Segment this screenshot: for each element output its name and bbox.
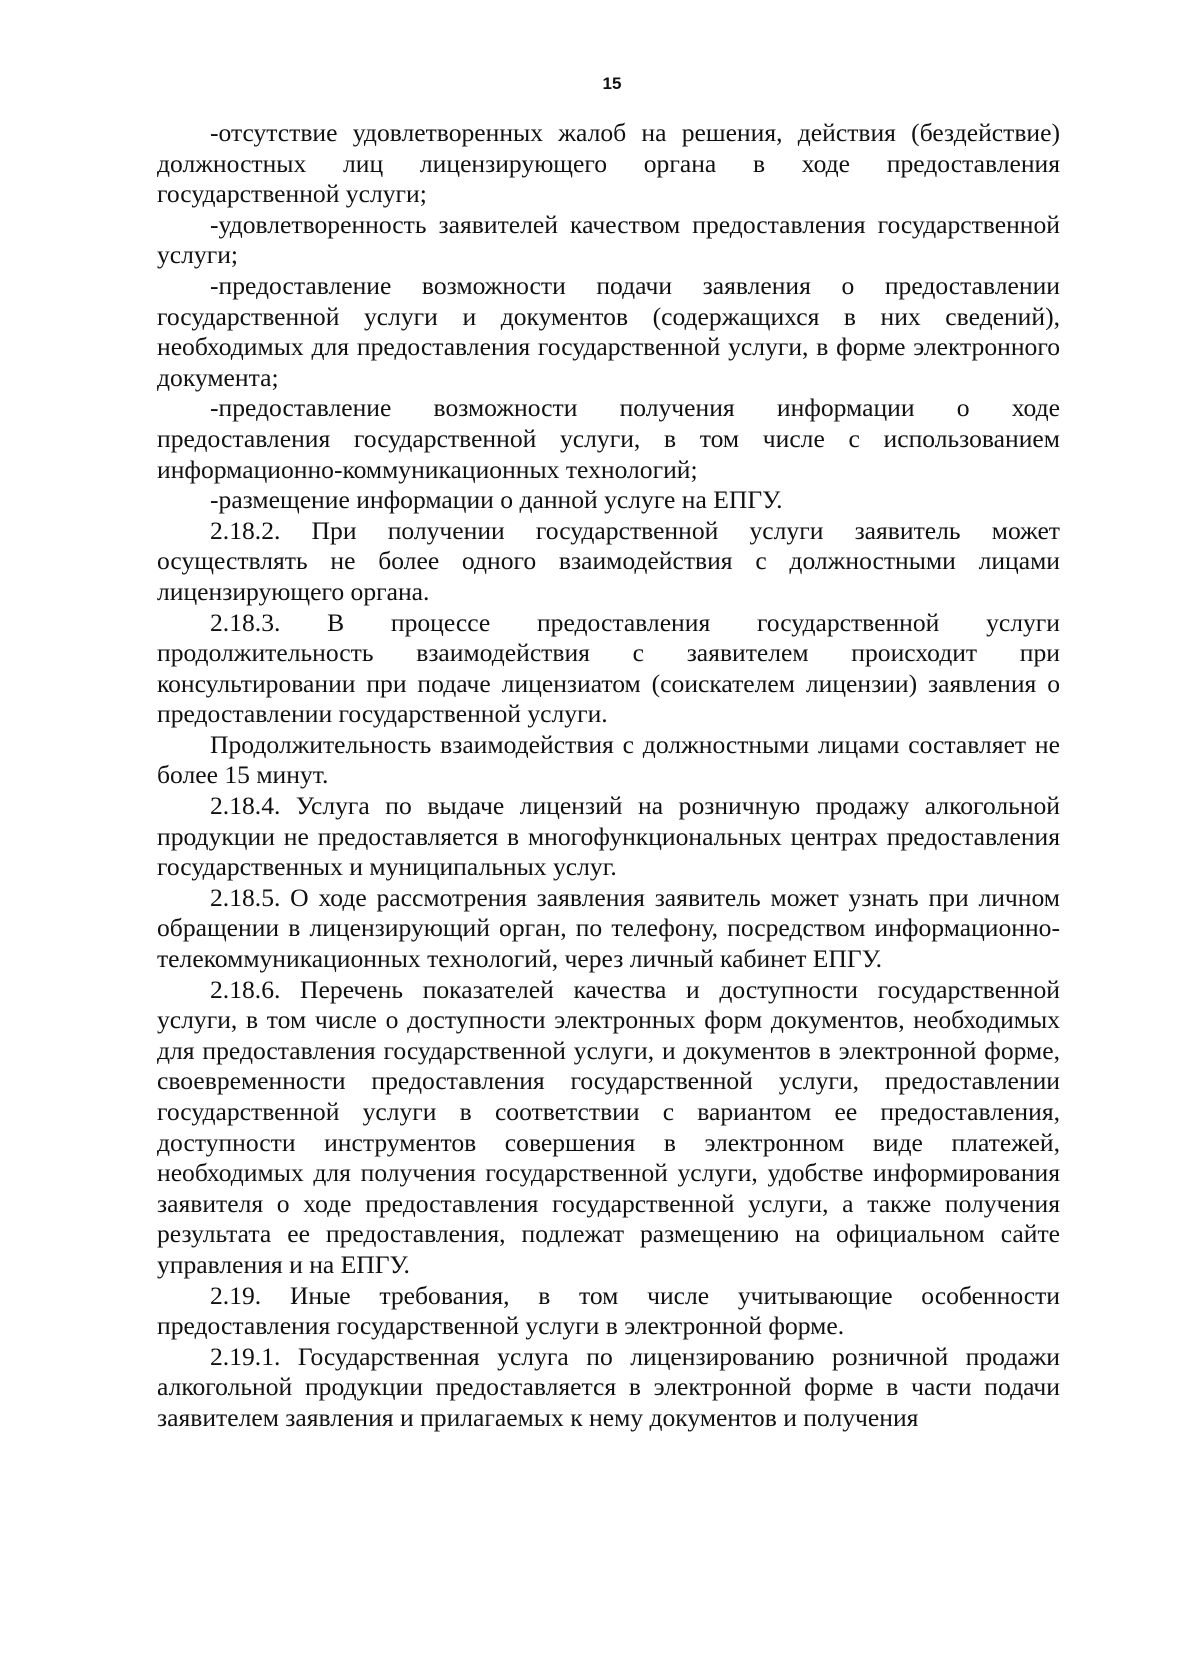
paragraph-2-18-6: 2.18.6. Перечень показателей качества и доступности государственной услуги, в том числе о доступности электронных форм документов, необходимых для предоставления государственной услуги, и документов в электронной форме, своевременности предоставления государственной услуги, предоставлении государственной услуги в соответствии с вариантом ее предоставления, доступности инструментов совершения в электронном виде платежей, необходимых для получения государственной услуги, удобстве информирования заявителя о ходе предоставления государственной услуги, а также получения результата ее предоставления, подлежат размещению на официальном сайте управления и на ЕПГУ. <box>157 974 1060 1279</box>
paragraph-2-18-5: 2.18.5. О ходе рассмотрения заявления заявитель может узнать при личном обращении в лицензирующий орган, по телефону, посредством информационно-телекоммуникационных технологий, через личный кабинет ЕПГУ. <box>157 882 1060 974</box>
paragraph-electronic-submission: -предоставление возможности подачи заявления о предоставлении государственной услуги и документов (содержащихся в них сведений), необходимых для предоставления государственной услуги, в форме электронного документа; <box>157 270 1060 392</box>
paragraph-complaints: -отсутствие удовлетворенных жалоб на решения, действия (бездействие) должностных лиц лицензирующего органа в ходе предоставления государственной услуги; <box>157 118 1060 209</box>
paragraph-2-18-3: 2.18.3. В процессе предоставления государственной услуги продолжительность взаимодействия с заявителем происходит при консультировании при подаче лицензиатом (соискателем лицензии) заявления о предоставлении государственной услуги. <box>157 607 1060 729</box>
page-number: 15 <box>602 74 622 93</box>
paragraph-satisfaction: -удовлетворенность заявителей качеством предоставления государственной услуги; <box>157 209 1060 270</box>
paragraph-2-19: 2.19. Иные требования, в том числе учитывающие особенности предоставления государственной услуги в электронной форме. <box>157 1280 1060 1341</box>
paragraph-2-18-2: 2.18.2. При получении государственной услуги заявитель может осуществлять не более одного взаимодействия с должностными лицами лицензирующего органа. <box>157 515 1060 606</box>
document-body <box>157 118 1060 1434</box>
paragraph-2-19-1: 2.19.1. Государственная услуга по лицензированию розничной продажи алкогольной продукции предоставляется в электронной форме в части подачи заявителем заявления и прилагаемых к нему документов и получения <box>157 1341 1060 1432</box>
paragraph-epgu-info: -размещение информации о данной услуге на ЕПГУ. <box>210 485 783 515</box>
paragraph-progress-info: -предоставление возможности получения информации о ходе предоставления государственной услуги, в том числе с использованием информационно-коммуникационных технологий; <box>157 393 1060 484</box>
paragraph-2-18-4: 2.18.4. Услуга по выдаче лицензий на розничную продажу алкогольной продукции не предоставляется в многофункциональных центрах предоставления государственных и муниципальных услуг. <box>157 791 1060 882</box>
paragraph-interaction-duration: Продолжительность взаимодействия с должностными лицами составляет не более 15 минут. <box>157 729 1060 790</box>
